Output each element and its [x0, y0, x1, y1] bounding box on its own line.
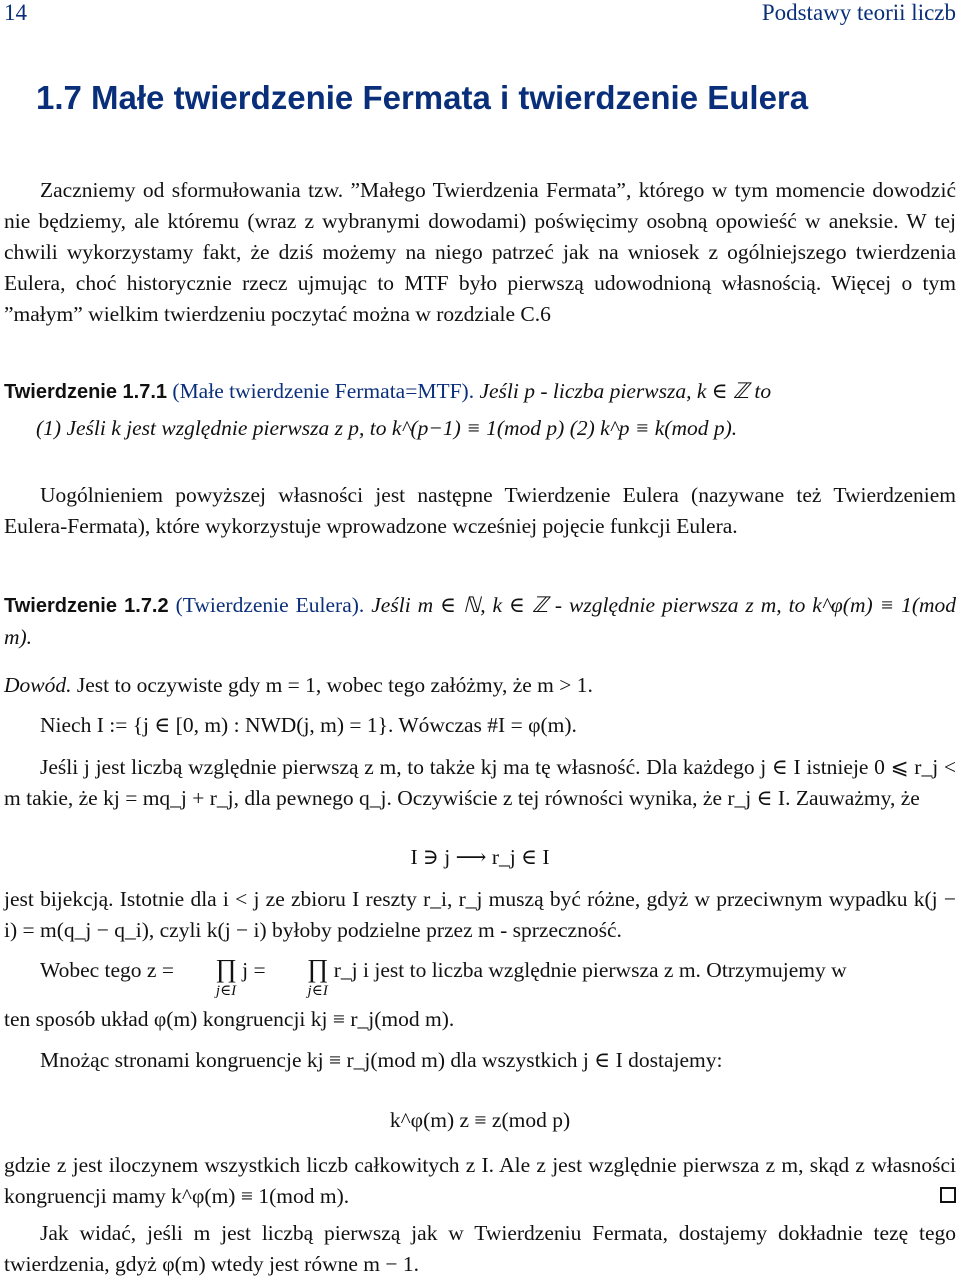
proof-label: Dowód.: [4, 673, 72, 697]
proof-p5-c: r_j i jest to liczba względnie pierwsza z m. Otrzymujemy w: [333, 958, 847, 982]
theorem-1-name: (Małe twierdzenie Fermata=MTF).: [172, 379, 475, 403]
theorem-2-label: Twierdzenie 1.7.2: [4, 595, 169, 617]
theorem-2-name: (Twierdzenie Eulera).: [175, 593, 365, 617]
proof-p5-a: Wobec tego z =: [40, 958, 174, 982]
running-header: [4, 0, 956, 30]
equation-bijection: I ∋ j ⟶ r_j ∈ I: [410, 845, 550, 869]
equation-euler: k^φ(m) z ≡ z(mod p): [389, 1108, 571, 1132]
theorem-1-line2: (1) Jeśli k jest względnie pierwsza z p, to k^(p−1) ≡ 1(mod p) (2) k^p ≡ k(mod p).: [36, 416, 738, 440]
proof-line-1: [4, 670, 956, 701]
running-title: Podstawy teorii liczb: [761, 0, 956, 25]
closing-paragraph: Jak widać, jeśli m jest liczbą pierwszą jak w Twierdzeniu Fermata, dostajemy dokładnie tezę tego twierdzenia, gdyż φ(m) wtedy jest równe m − 1.: [4, 1221, 956, 1276]
theorem-1-label: Twierdzenie 1.7.1: [4, 381, 168, 403]
proof-p3: Jeśli j jest liczbą względnie pierwszą z m, to także kj ma tę własność. Dla każdego j ∈ I istnieje 0 ⩽ r_j < m takie, że kj = mq_j + r_j, dla pewnego q_j. Oczywiście z tej równości wynika, że r_j ∈ I. Zauważmy, że: [4, 755, 956, 810]
theorem-2: [4, 590, 956, 653]
theorem-1-line1: Jeśli p - liczba pierwsza, k ∈ ℤ to: [479, 379, 772, 403]
proof-p5-b: j =: [242, 958, 266, 982]
proof-p7: gdzie z jest iloczynem wszystkich liczb całkowitych z I. Ale z jest względnie pierwsza z m, skąd z własności kongruencji mamy k^φ(m) ≡ 1(mod m).: [4, 1153, 956, 1208]
proof-p5: [4, 955, 956, 999]
proof-p6: Mnożąc stronami kongruencje kj ≡ r_j(mod m) dla wszystkich j ∈ I dostajemy:: [40, 1048, 723, 1072]
section-title: 1.7 Małe twierdzenie Fermata i twierdzenie Eulera: [36, 79, 809, 116]
proof-p7-block: [4, 1150, 956, 1212]
generalization-paragraph: Uogólnieniem powyższej własności jest następne Twierdzenie Eulera (nazywane też Twierdzeniem Eulera-Fermata), które wykorzystuje wprowadzone wcześniej pojęcie funkcji Eulera.: [4, 483, 956, 538]
theorem-2-body: Jeśli m ∈ ℕ, k ∈ ℤ - względnie pierwsza z m, to k^φ(m) ≡ 1(mod m).: [4, 593, 957, 649]
product-symbol-1: ∏ j∈I: [179, 955, 236, 999]
qed-square-icon: [940, 1187, 956, 1203]
product-index-1: j∈I: [215, 983, 237, 999]
product-index-2: j∈I: [307, 983, 328, 999]
proof-p1: Jest to oczywiste gdy m = 1, wobec tego załóżmy, że m > 1.: [76, 673, 593, 697]
proof-p2: Niech I := {j ∈ [0, m) : NWD(j, m) = 1}. Wówczas #I = φ(m).: [40, 713, 577, 737]
proof-p5-d: ten sposób układ φ(m) kongruencji kj ≡ r_j(mod m).: [4, 1007, 455, 1031]
page-number: 14: [4, 0, 27, 25]
theorem-1: [4, 376, 956, 444]
product-symbol-2: ∏ j∈I: [271, 955, 328, 999]
proof-p4: jest bijekcją. Istotnie dla i < j ze zbioru I reszty r_i, r_j muszą być różne, gdyż w przeciwnym wypadku k(j − i) = m(q_j − q_i), czyli k(j − i) byłoby podzielne przez m - sprzeczność.: [4, 887, 956, 942]
intro-paragraph: Zaczniemy od sformułowania tzw. ”Małego Twierdzenia Fermata”, którego w tym momencie dowodzić nie będziemy, ale któremu (wraz z wybranymi dowodami) poświęcimy osobną opowieść w aneksie. W tej chwili wykorzystamy fakt, że dziś możemy na niego patrzeć jak na wniosek z ogólniejszego twierdzenia Eulera, choć historycznie rzecz ujmując to MTF było pierwszą udowodnioną własnością. Więcej o tym ”małym” wielkim twierdzeniu poczytać można w rozdziale C.6: [4, 178, 956, 326]
